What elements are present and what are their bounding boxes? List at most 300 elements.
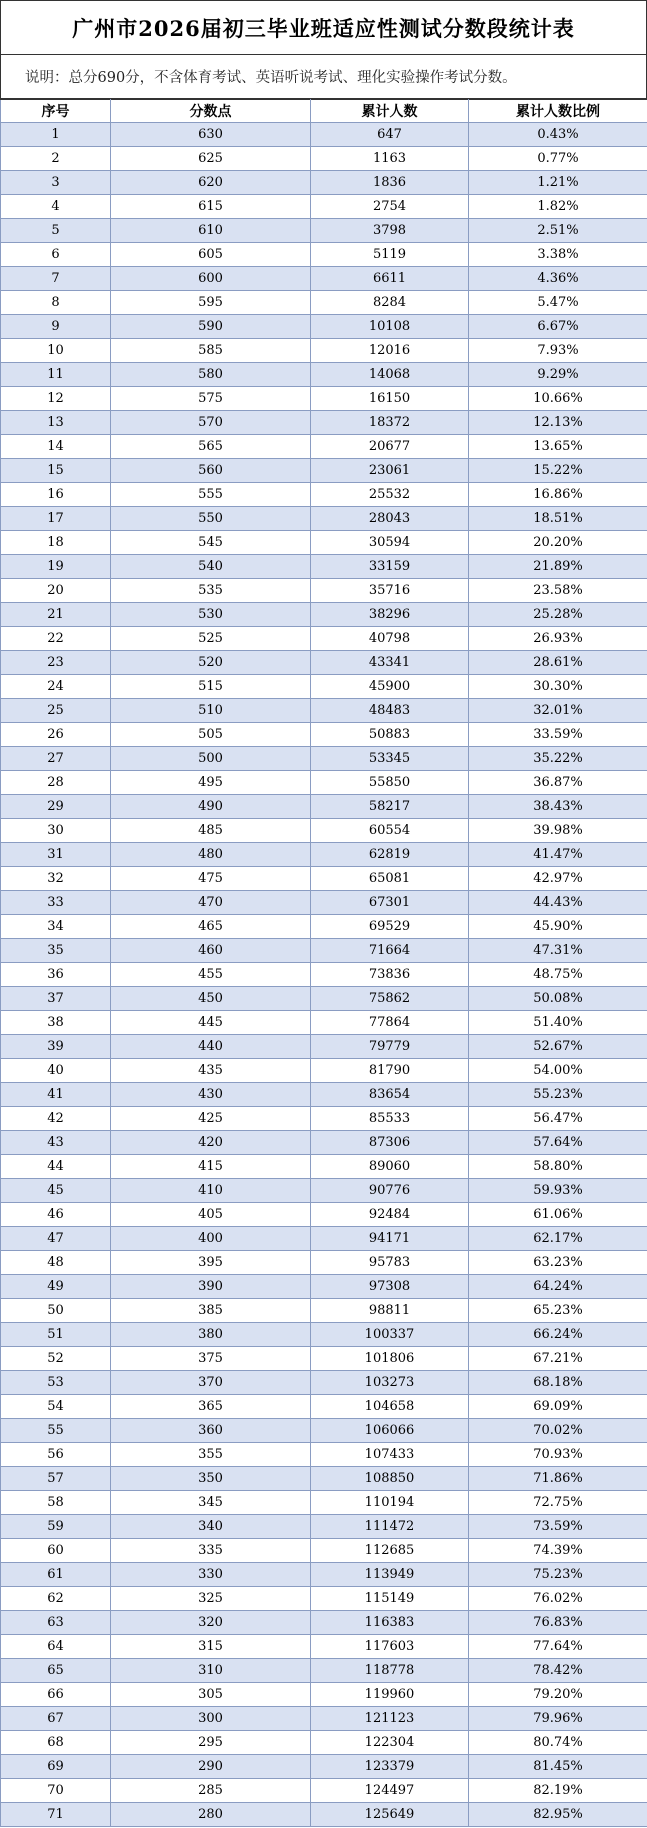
cell-cumulative-ratio: 64.24% [469, 1275, 647, 1299]
table-row [1, 1251, 647, 1275]
cell-score: 620 [111, 171, 311, 195]
cell-cumulative-ratio: 67.21% [469, 1347, 647, 1371]
cell-cumulative-ratio: 15.22% [469, 459, 647, 483]
cell-index: 70 [1, 1779, 111, 1803]
cell-cumulative-count: 23061 [311, 459, 469, 483]
cell-cumulative-count: 103273 [311, 1371, 469, 1395]
cell-score: 460 [111, 939, 311, 963]
cell-cumulative-count: 35716 [311, 579, 469, 603]
cell-score: 550 [111, 507, 311, 531]
cell-score: 575 [111, 387, 311, 411]
table-row [1, 459, 647, 483]
cell-cumulative-ratio: 42.97% [469, 867, 647, 891]
cell-score: 390 [111, 1275, 311, 1299]
table-row [1, 915, 647, 939]
cell-index: 44 [1, 1155, 111, 1179]
cell-cumulative-count: 14068 [311, 363, 469, 387]
cell-cumulative-ratio: 3.38% [469, 243, 647, 267]
table-row [1, 1347, 647, 1371]
cell-cumulative-ratio: 58.80% [469, 1155, 647, 1179]
table-row [1, 603, 647, 627]
cell-cumulative-ratio: 13.65% [469, 435, 647, 459]
cell-cumulative-count: 28043 [311, 507, 469, 531]
cell-score: 485 [111, 819, 311, 843]
cell-cumulative-ratio: 39.98% [469, 819, 647, 843]
cell-score: 315 [111, 1635, 311, 1659]
cell-index: 50 [1, 1299, 111, 1323]
cell-index: 33 [1, 891, 111, 915]
cell-index: 64 [1, 1635, 111, 1659]
cell-cumulative-ratio: 65.23% [469, 1299, 647, 1323]
cell-score: 625 [111, 147, 311, 171]
cell-score: 300 [111, 1707, 311, 1731]
cell-cumulative-ratio: 7.93% [469, 339, 647, 363]
cell-index: 20 [1, 579, 111, 603]
cell-cumulative-ratio: 51.40% [469, 1011, 647, 1035]
cell-cumulative-count: 85533 [311, 1107, 469, 1131]
cell-cumulative-count: 123379 [311, 1755, 469, 1779]
table-row [1, 675, 647, 699]
cell-index: 10 [1, 339, 111, 363]
table-row [1, 1515, 647, 1539]
cell-index: 54 [1, 1395, 111, 1419]
table-row [1, 1083, 647, 1107]
cell-index: 24 [1, 675, 111, 699]
cell-index: 39 [1, 1035, 111, 1059]
cell-cumulative-ratio: 36.87% [469, 771, 647, 795]
cell-cumulative-ratio: 47.31% [469, 939, 647, 963]
cell-index: 3 [1, 171, 111, 195]
table-row [1, 483, 647, 507]
cell-index: 25 [1, 699, 111, 723]
table-row [1, 1443, 647, 1467]
table-row [1, 1299, 647, 1323]
cell-score: 305 [111, 1683, 311, 1707]
cell-cumulative-ratio: 6.67% [469, 315, 647, 339]
table-row [1, 699, 647, 723]
table-row [1, 243, 647, 267]
cell-cumulative-count: 50883 [311, 723, 469, 747]
cell-index: 52 [1, 1347, 111, 1371]
cell-score: 425 [111, 1107, 311, 1131]
cell-cumulative-count: 113949 [311, 1563, 469, 1587]
cell-score: 290 [111, 1755, 311, 1779]
cell-cumulative-ratio: 28.61% [469, 651, 647, 675]
cell-cumulative-count: 6611 [311, 267, 469, 291]
cell-index: 62 [1, 1587, 111, 1611]
table-row [1, 1011, 647, 1035]
table-row [1, 435, 647, 459]
cell-index: 40 [1, 1059, 111, 1083]
table-row [1, 1611, 647, 1635]
cell-index: 41 [1, 1083, 111, 1107]
cell-score: 580 [111, 363, 311, 387]
cell-cumulative-count: 83654 [311, 1083, 469, 1107]
cell-cumulative-count: 2754 [311, 195, 469, 219]
cell-cumulative-ratio: 79.96% [469, 1707, 647, 1731]
cell-score: 375 [111, 1347, 311, 1371]
cell-cumulative-ratio: 38.43% [469, 795, 647, 819]
table-row [1, 507, 647, 531]
cell-cumulative-ratio: 21.89% [469, 555, 647, 579]
table-row [1, 987, 647, 1011]
table-row [1, 819, 647, 843]
table-row [1, 1803, 647, 1827]
cell-score: 310 [111, 1659, 311, 1683]
cell-score: 515 [111, 675, 311, 699]
cell-cumulative-ratio: 71.86% [469, 1467, 647, 1491]
cell-score: 420 [111, 1131, 311, 1155]
cell-cumulative-ratio: 56.47% [469, 1107, 647, 1131]
cell-index: 31 [1, 843, 111, 867]
cell-index: 66 [1, 1683, 111, 1707]
cell-cumulative-ratio: 73.59% [469, 1515, 647, 1539]
cell-index: 42 [1, 1107, 111, 1131]
cell-cumulative-count: 53345 [311, 747, 469, 771]
cell-index: 4 [1, 195, 111, 219]
header-index: 序号 [1, 100, 111, 123]
cell-index: 18 [1, 531, 111, 555]
header-score: 分数点 [111, 100, 311, 123]
cell-cumulative-count: 98811 [311, 1299, 469, 1323]
cell-cumulative-ratio: 5.47% [469, 291, 647, 315]
cell-index: 71 [1, 1803, 111, 1827]
cell-index: 14 [1, 435, 111, 459]
cell-cumulative-ratio: 0.77% [469, 147, 647, 171]
cell-score: 385 [111, 1299, 311, 1323]
cell-index: 38 [1, 1011, 111, 1035]
cell-cumulative-count: 18372 [311, 411, 469, 435]
cell-index: 26 [1, 723, 111, 747]
cell-score: 530 [111, 603, 311, 627]
cell-cumulative-ratio: 79.20% [469, 1683, 647, 1707]
table-row [1, 387, 647, 411]
cell-cumulative-count: 16150 [311, 387, 469, 411]
cell-cumulative-count: 3798 [311, 219, 469, 243]
table-row [1, 723, 647, 747]
cell-index: 32 [1, 867, 111, 891]
cell-cumulative-ratio: 44.43% [469, 891, 647, 915]
header-cumulative-count: 累计人数 [311, 100, 469, 123]
cell-cumulative-count: 25532 [311, 483, 469, 507]
cell-cumulative-count: 90776 [311, 1179, 469, 1203]
cell-index: 12 [1, 387, 111, 411]
cell-cumulative-count: 101806 [311, 1347, 469, 1371]
cell-score: 370 [111, 1371, 311, 1395]
table-row [1, 1059, 647, 1083]
cell-cumulative-ratio: 54.00% [469, 1059, 647, 1083]
table-row [1, 1707, 647, 1731]
table-row [1, 651, 647, 675]
cell-cumulative-ratio: 61.06% [469, 1203, 647, 1227]
cell-index: 69 [1, 1755, 111, 1779]
table-row [1, 1203, 647, 1227]
cell-cumulative-ratio: 16.86% [469, 483, 647, 507]
table-row [1, 1155, 647, 1179]
cell-cumulative-count: 94171 [311, 1227, 469, 1251]
cell-index: 61 [1, 1563, 111, 1587]
cell-score: 430 [111, 1083, 311, 1107]
cell-cumulative-ratio: 12.13% [469, 411, 647, 435]
cell-cumulative-count: 118778 [311, 1659, 469, 1683]
cell-index: 6 [1, 243, 111, 267]
cell-cumulative-count: 55850 [311, 771, 469, 795]
cell-cumulative-ratio: 0.43% [469, 123, 647, 147]
cell-score: 330 [111, 1563, 311, 1587]
cell-index: 19 [1, 555, 111, 579]
cell-index: 30 [1, 819, 111, 843]
cell-cumulative-count: 75862 [311, 987, 469, 1011]
cell-cumulative-count: 77864 [311, 1011, 469, 1035]
cell-cumulative-ratio: 26.93% [469, 627, 647, 651]
cell-index: 36 [1, 963, 111, 987]
cell-index: 16 [1, 483, 111, 507]
table-row [1, 315, 647, 339]
table-row [1, 147, 647, 171]
table-row [1, 363, 647, 387]
cell-cumulative-count: 92484 [311, 1203, 469, 1227]
cell-cumulative-count: 110194 [311, 1491, 469, 1515]
cell-score: 295 [111, 1731, 311, 1755]
table-row [1, 267, 647, 291]
table-row [1, 963, 647, 987]
cell-score: 345 [111, 1491, 311, 1515]
table-row [1, 1539, 647, 1563]
cell-cumulative-ratio: 72.75% [469, 1491, 647, 1515]
table-row [1, 1491, 647, 1515]
cell-score: 340 [111, 1515, 311, 1539]
table-row [1, 1467, 647, 1491]
cell-index: 43 [1, 1131, 111, 1155]
cell-index: 48 [1, 1251, 111, 1275]
table-row [1, 795, 647, 819]
cell-index: 11 [1, 363, 111, 387]
cell-cumulative-ratio: 1.21% [469, 171, 647, 195]
cell-score: 560 [111, 459, 311, 483]
table-row [1, 555, 647, 579]
cell-score: 510 [111, 699, 311, 723]
table-row [1, 579, 647, 603]
cell-score: 545 [111, 531, 311, 555]
table-row [1, 219, 647, 243]
cell-cumulative-count: 108850 [311, 1467, 469, 1491]
cell-cumulative-ratio: 68.18% [469, 1371, 647, 1395]
cell-cumulative-count: 121123 [311, 1707, 469, 1731]
cell-index: 56 [1, 1443, 111, 1467]
cell-score: 525 [111, 627, 311, 651]
cell-score: 320 [111, 1611, 311, 1635]
cell-index: 7 [1, 267, 111, 291]
cell-score: 355 [111, 1443, 311, 1467]
table-row [1, 867, 647, 891]
cell-index: 9 [1, 315, 111, 339]
cell-cumulative-count: 106066 [311, 1419, 469, 1443]
cell-index: 59 [1, 1515, 111, 1539]
cell-cumulative-count: 58217 [311, 795, 469, 819]
table-row [1, 1683, 647, 1707]
cell-index: 1 [1, 123, 111, 147]
cell-cumulative-count: 62819 [311, 843, 469, 867]
cell-cumulative-ratio: 48.75% [469, 963, 647, 987]
cell-cumulative-count: 73836 [311, 963, 469, 987]
cell-score: 400 [111, 1227, 311, 1251]
cell-cumulative-count: 81790 [311, 1059, 469, 1083]
cell-cumulative-count: 10108 [311, 315, 469, 339]
cell-cumulative-count: 67301 [311, 891, 469, 915]
cell-score: 395 [111, 1251, 311, 1275]
table-row [1, 1755, 647, 1779]
cell-index: 37 [1, 987, 111, 1011]
table-row [1, 1419, 647, 1443]
cell-cumulative-ratio: 55.23% [469, 1083, 647, 1107]
cell-cumulative-ratio: 32.01% [469, 699, 647, 723]
cell-index: 23 [1, 651, 111, 675]
cell-cumulative-ratio: 41.47% [469, 843, 647, 867]
cell-score: 610 [111, 219, 311, 243]
cell-index: 46 [1, 1203, 111, 1227]
cell-score: 410 [111, 1179, 311, 1203]
table-header-row [1, 100, 647, 123]
cell-cumulative-count: 89060 [311, 1155, 469, 1179]
cell-index: 47 [1, 1227, 111, 1251]
cell-cumulative-ratio: 75.23% [469, 1563, 647, 1587]
cell-cumulative-ratio: 50.08% [469, 987, 647, 1011]
cell-index: 65 [1, 1659, 111, 1683]
cell-score: 500 [111, 747, 311, 771]
cell-cumulative-count: 115149 [311, 1587, 469, 1611]
cell-score: 450 [111, 987, 311, 1011]
cell-cumulative-count: 107433 [311, 1443, 469, 1467]
cell-cumulative-ratio: 23.58% [469, 579, 647, 603]
cell-score: 325 [111, 1587, 311, 1611]
cell-index: 35 [1, 939, 111, 963]
cell-score: 455 [111, 963, 311, 987]
cell-score: 520 [111, 651, 311, 675]
cell-score: 540 [111, 555, 311, 579]
cell-cumulative-ratio: 70.93% [469, 1443, 647, 1467]
cell-cumulative-count: 79779 [311, 1035, 469, 1059]
cell-score: 350 [111, 1467, 311, 1491]
cell-cumulative-count: 124497 [311, 1779, 469, 1803]
cell-score: 565 [111, 435, 311, 459]
cell-cumulative-count: 116383 [311, 1611, 469, 1635]
cell-cumulative-count: 1836 [311, 171, 469, 195]
table-row [1, 1659, 647, 1683]
cell-cumulative-count: 117603 [311, 1635, 469, 1659]
cell-score: 440 [111, 1035, 311, 1059]
cell-index: 27 [1, 747, 111, 771]
cell-index: 34 [1, 915, 111, 939]
cell-cumulative-count: 104658 [311, 1395, 469, 1419]
cell-score: 280 [111, 1803, 311, 1827]
cell-score: 365 [111, 1395, 311, 1419]
table-row [1, 747, 647, 771]
cell-cumulative-count: 87306 [311, 1131, 469, 1155]
cell-index: 49 [1, 1275, 111, 1299]
cell-cumulative-ratio: 81.45% [469, 1755, 647, 1779]
cell-cumulative-ratio: 57.64% [469, 1131, 647, 1155]
cell-score: 435 [111, 1059, 311, 1083]
cell-index: 55 [1, 1419, 111, 1443]
explanation-note: 说明：总分690分，不含体育考试、英语听说考试、理化实验操作考试分数。 [0, 55, 647, 99]
cell-index: 2 [1, 147, 111, 171]
table-row [1, 1035, 647, 1059]
cell-cumulative-count: 43341 [311, 651, 469, 675]
cell-score: 360 [111, 1419, 311, 1443]
cell-cumulative-ratio: 80.74% [469, 1731, 647, 1755]
cell-cumulative-ratio: 66.24% [469, 1323, 647, 1347]
table-row [1, 171, 647, 195]
table-row [1, 627, 647, 651]
cell-index: 68 [1, 1731, 111, 1755]
cell-cumulative-count: 125649 [311, 1803, 469, 1827]
cell-cumulative-count: 12016 [311, 339, 469, 363]
cell-index: 15 [1, 459, 111, 483]
table-row [1, 939, 647, 963]
cell-cumulative-count: 38296 [311, 603, 469, 627]
table-row [1, 1179, 647, 1203]
cell-score: 495 [111, 771, 311, 795]
cell-score: 465 [111, 915, 311, 939]
cell-cumulative-count: 111472 [311, 1515, 469, 1539]
cell-cumulative-count: 33159 [311, 555, 469, 579]
cell-cumulative-ratio: 63.23% [469, 1251, 647, 1275]
cell-cumulative-ratio: 18.51% [469, 507, 647, 531]
cell-score: 615 [111, 195, 311, 219]
cell-index: 21 [1, 603, 111, 627]
cell-score: 490 [111, 795, 311, 819]
table-row [1, 1371, 647, 1395]
cell-cumulative-ratio: 1.82% [469, 195, 647, 219]
cell-index: 67 [1, 1707, 111, 1731]
table-row [1, 1731, 647, 1755]
table-row [1, 195, 647, 219]
cell-score: 405 [111, 1203, 311, 1227]
cell-cumulative-count: 8284 [311, 291, 469, 315]
cell-cumulative-ratio: 77.64% [469, 1635, 647, 1659]
header-cumulative-ratio: 累计人数比例 [469, 100, 647, 123]
cell-index: 60 [1, 1539, 111, 1563]
cell-score: 505 [111, 723, 311, 747]
cell-cumulative-ratio: 30.30% [469, 675, 647, 699]
cell-cumulative-ratio: 2.51% [469, 219, 647, 243]
table-row [1, 771, 647, 795]
table-row [1, 291, 647, 315]
cell-score: 570 [111, 411, 311, 435]
cell-score: 470 [111, 891, 311, 915]
table-row [1, 123, 647, 147]
cell-index: 8 [1, 291, 111, 315]
cell-score: 480 [111, 843, 311, 867]
cell-score: 380 [111, 1323, 311, 1347]
cell-index: 58 [1, 1491, 111, 1515]
cell-cumulative-ratio: 82.19% [469, 1779, 647, 1803]
cell-cumulative-count: 40798 [311, 627, 469, 651]
cell-cumulative-count: 71664 [311, 939, 469, 963]
cell-score: 415 [111, 1155, 311, 1179]
cell-score: 475 [111, 867, 311, 891]
table-body [1, 123, 647, 1827]
cell-index: 63 [1, 1611, 111, 1635]
cell-index: 45 [1, 1179, 111, 1203]
cell-score: 585 [111, 339, 311, 363]
cell-score: 630 [111, 123, 311, 147]
cell-cumulative-ratio: 45.90% [469, 915, 647, 939]
table-row [1, 1131, 647, 1155]
cell-cumulative-ratio: 62.17% [469, 1227, 647, 1251]
cell-index: 5 [1, 219, 111, 243]
cell-cumulative-count: 65081 [311, 867, 469, 891]
